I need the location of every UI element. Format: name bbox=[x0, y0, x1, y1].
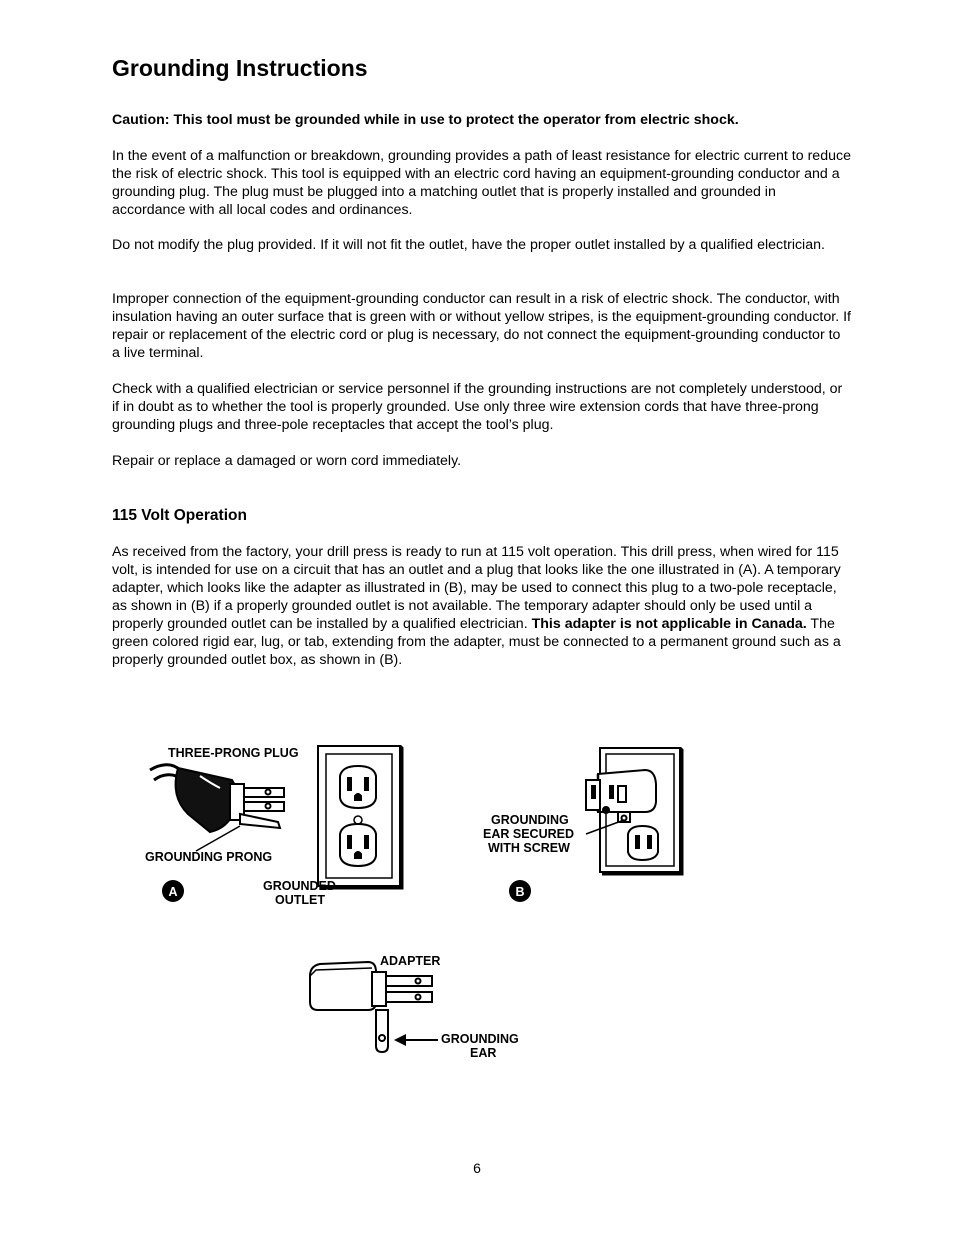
paragraph-check-electrician: Check with a qualified electrician or service personnel if the grounding instructions are not completely understood, or if in doubt as to whether the tool is properly grounded. Use only three wire extension cords that have three-prong grounding plugs and three-pole receptacles that accept the tool’s plug. bbox=[112, 381, 843, 433]
adapter-drawing bbox=[310, 962, 432, 1052]
paragraph-115-volt bbox=[112, 543, 854, 669]
canada-warning: This adapter is not applicable in Canada. bbox=[531, 616, 807, 632]
paragraph-115-volt-part1: As received from the factory, your drill press is ready to run at 115 volt operation. This drill press, when wired for 115 volt, is intended for use on a circuit that has an outlet and a plug that looks like the one illustrated in (A). A temporary adapter, which looks like the adapter as illustrated in (B), may be used to connect this plug to a two-pole receptacle, as shown in (B) if a properly grounded outlet is not available. The temporary adapter should only be used until a properly grounded outlet can be installed by a qualified electrician. bbox=[112, 544, 841, 632]
page-number: 6 bbox=[473, 1160, 481, 1176]
badge-b-label: B bbox=[515, 885, 525, 899]
outlet-with-adapter-drawing bbox=[586, 748, 682, 874]
section-heading: 115 Volt Operation bbox=[112, 507, 247, 524]
ear-secured-label-1: GROUNDING bbox=[491, 813, 569, 827]
three-prong-plug-label: THREE-PRONG PLUG bbox=[168, 746, 299, 760]
adapter-label: ADAPTER bbox=[380, 954, 441, 968]
grounding-ear-label-1: GROUNDING bbox=[441, 1032, 519, 1046]
paragraph-modify-plug: Do not modify the plug provided. If it will not fit the outlet, have the proper outlet installed by a qualified electrician. bbox=[112, 237, 825, 253]
caution-text: Caution: This tool must be grounded while in use to protect the operator from electric shock. bbox=[112, 112, 739, 128]
ear-secured-label-2: EAR SECURED bbox=[483, 827, 574, 841]
grounding-illustration bbox=[140, 740, 700, 1070]
page-title: Grounding Instructions bbox=[112, 55, 368, 81]
ear-secured-label-3: WITH SCREW bbox=[488, 841, 570, 855]
badge-a-label: A bbox=[168, 885, 178, 899]
paragraph-115-volt-part2: The green colored rigid ear, lug, or tab, extending from the adapter, must be connected to a permanent ground such as a properly grounded outlet box, as shown in (B). bbox=[112, 616, 841, 668]
paragraph-improper-connection: Improper connection of the equipment-grounding conductor can result in a risk of electric shock. The conductor, with insulation having an outer surface that is green with or without yellow stripes, is the equipment-grounding conductor. If repair or replacement of the electric cord or plug is necessary, do not connect the equipment-grounding conductor to a live terminal. bbox=[112, 291, 851, 361]
grounding-ear-label-2: EAR bbox=[470, 1046, 497, 1060]
grounded-outlet-label-2: OUTLET bbox=[275, 893, 325, 907]
paragraph-malfunction: In the event of a malfunction or breakdown, grounding provides a path of least resistance for electric current to reduce the risk of electric shock. This tool is equipped with an electric cord having an equipment-grounding conductor and a grounding plug. The plug must be plugged into a matching outlet that is properly installed and grounded in accordance with all local codes and ordinances. bbox=[112, 148, 851, 218]
grounded-outlet-drawing bbox=[318, 746, 402, 888]
grounded-outlet-label-1: GROUNDED bbox=[263, 879, 336, 893]
paragraph-repair-cord: Repair or replace a damaged or worn cord immediately. bbox=[112, 453, 462, 469]
grounding-illustration-svg bbox=[140, 740, 700, 1070]
grounding-prong-label: GROUNDING PRONG bbox=[145, 850, 273, 864]
three-prong-plug-drawing bbox=[150, 765, 284, 832]
